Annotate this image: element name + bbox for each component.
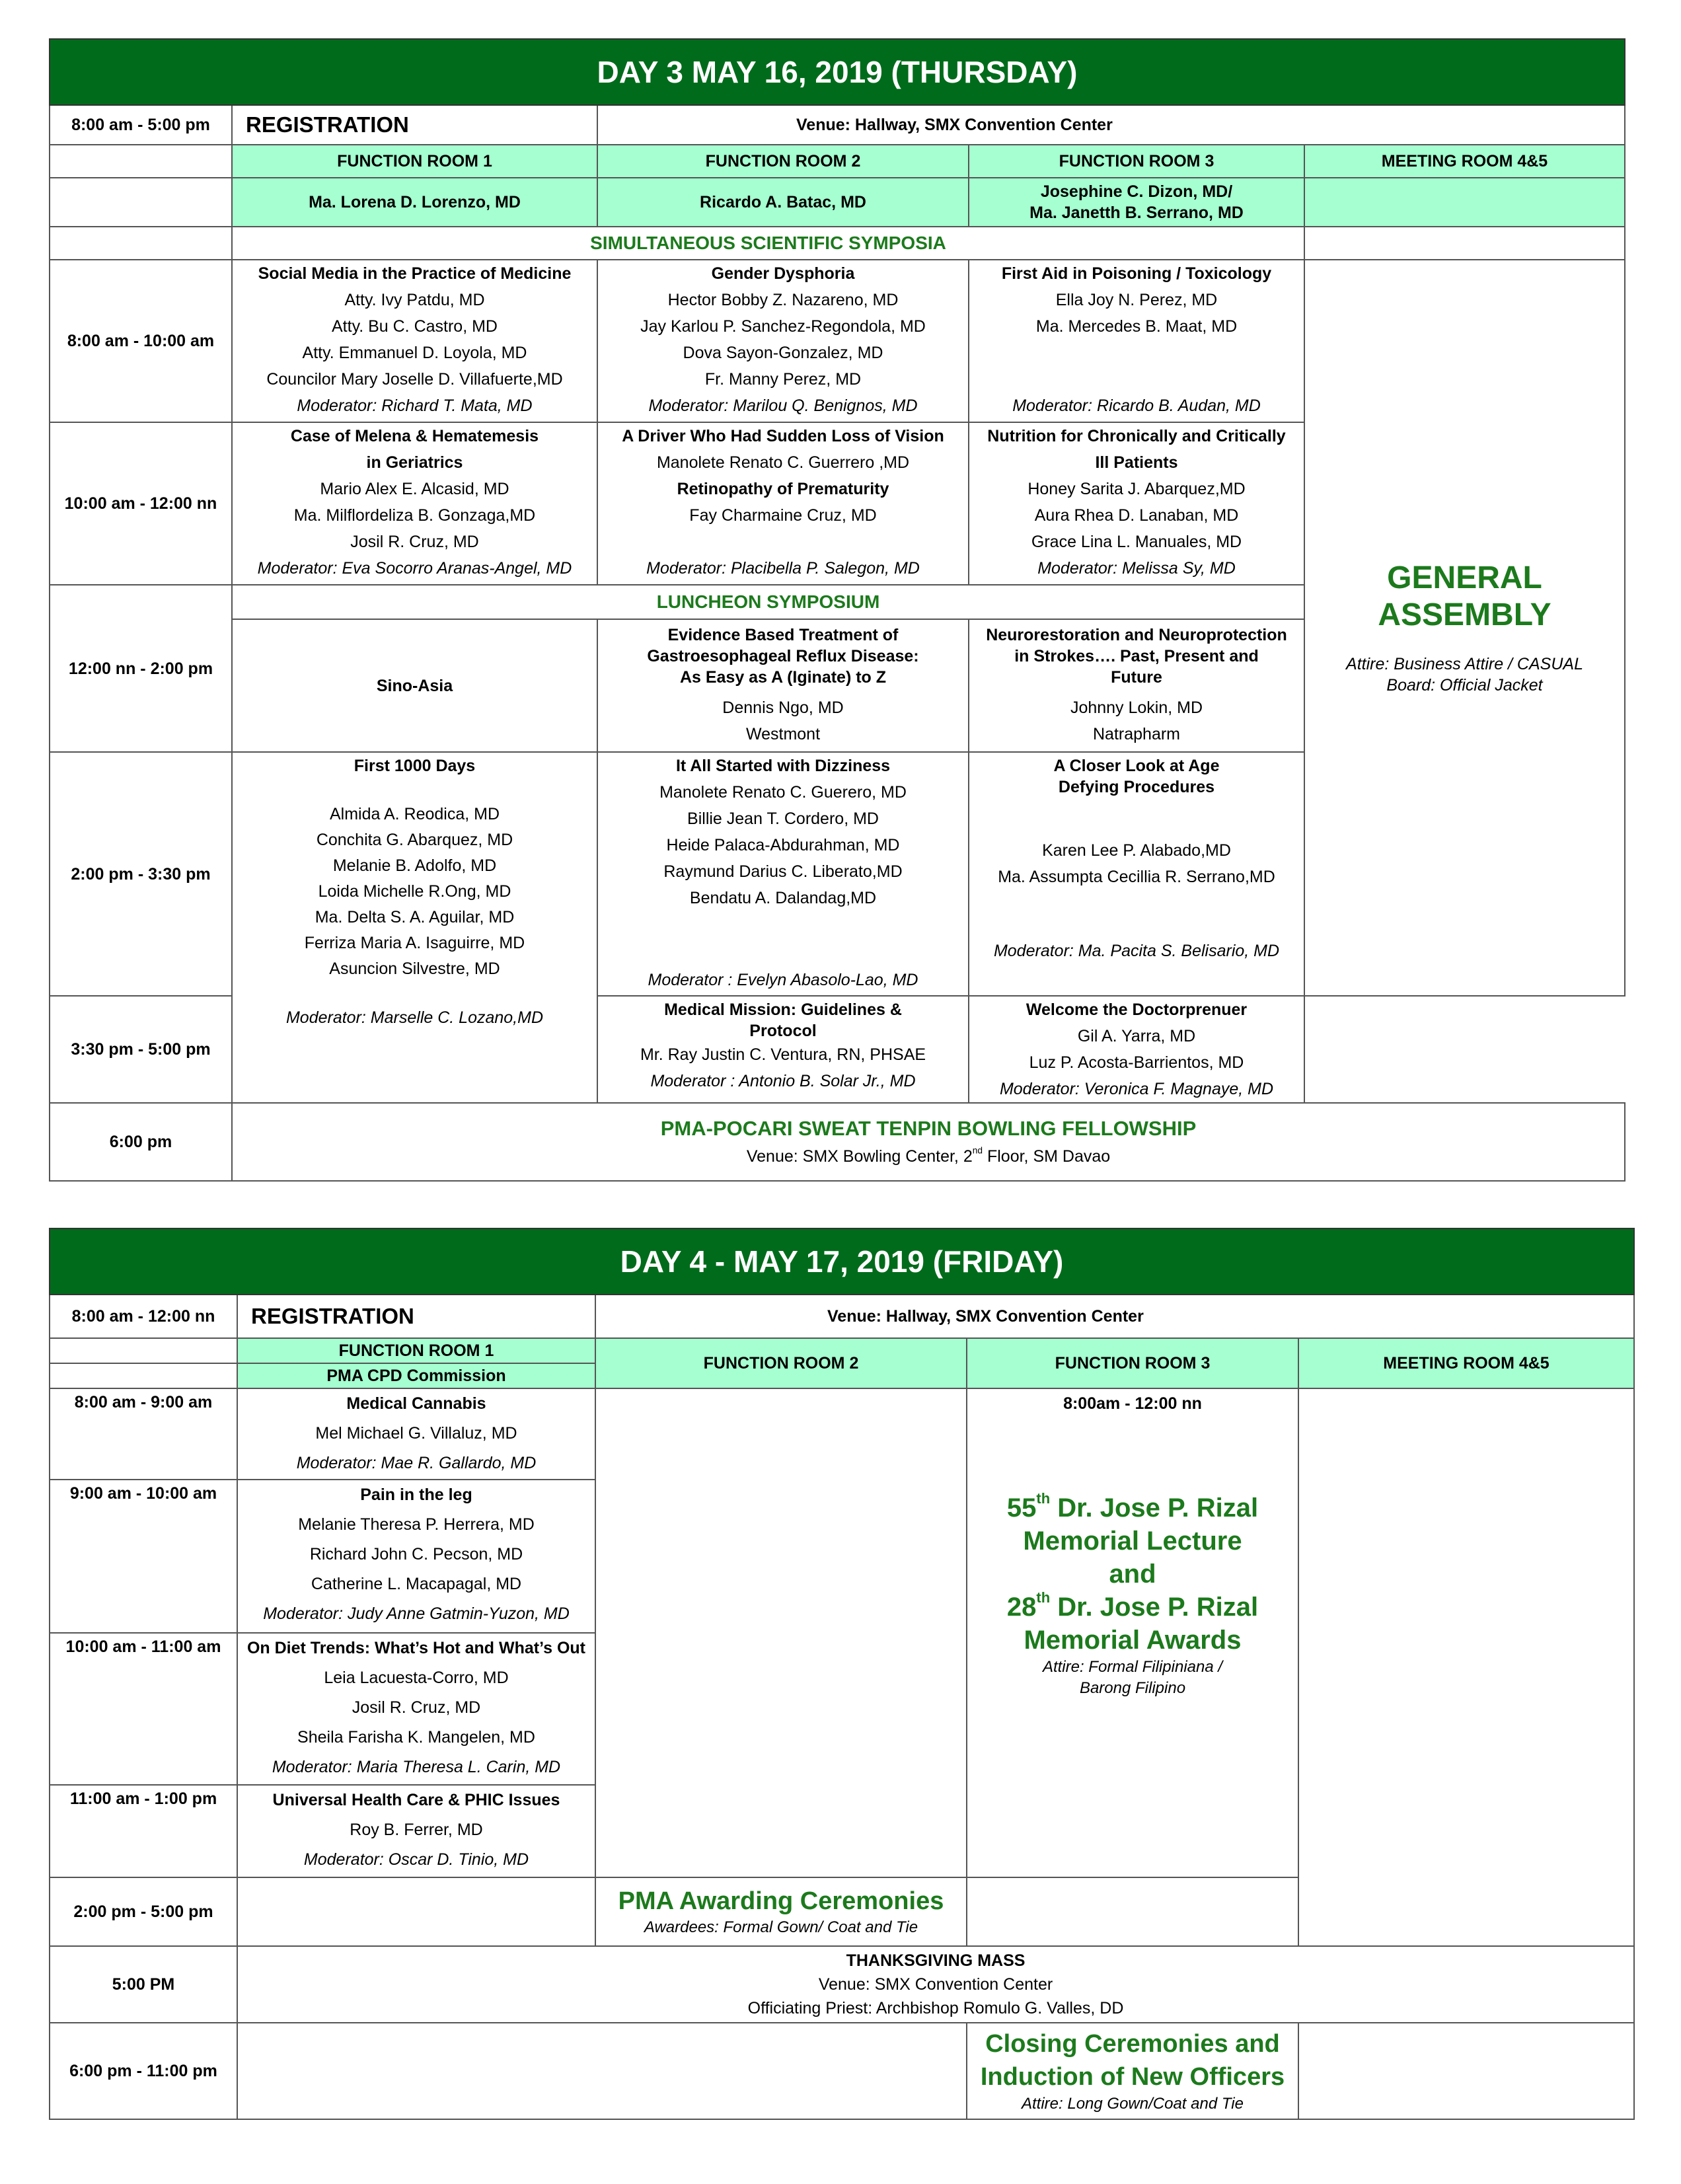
mass-title: THANKSGIVING MASS	[846, 1951, 1026, 1970]
time-cell: 6:00 pm	[50, 1103, 232, 1181]
session-title: Welcome the Doctorprenuer	[1026, 1000, 1248, 1019]
speaker: Fay Charmaine Cruz, MD	[689, 506, 877, 525]
moderator: Moderator: Maria Theresa L. Carin, MD	[272, 1758, 561, 1776]
moderator: Moderator: Ricardo B. Audan, MD	[1012, 396, 1261, 415]
attire-note: Attire: Business Attire / CASUAL	[1346, 655, 1583, 673]
spacer	[972, 688, 1301, 695]
speaker: Mel Michael G. Villaluz, MD	[315, 1424, 517, 1443]
time-cell: 8:00 am - 10:00 am	[50, 260, 232, 422]
session-title: First 1000 Days	[354, 757, 476, 775]
mass-priest	[241, 1996, 1631, 2020]
mass-cell	[237, 1946, 1634, 2023]
speaker: Josil R. Cruz, MD	[350, 533, 479, 551]
speaker: Loida Michelle R.Ong, MD	[318, 882, 511, 901]
day3-title: DAY 3 MAY 16, 2019 (THURSDAY)	[50, 39, 1625, 105]
priest-name: : Archbishop Romulo G. Valles, DD	[868, 1999, 1124, 2017]
attire-note: Awardees: Formal Gown/ Coat and Tie	[644, 1918, 918, 1936]
speaker: Josil R. Cruz, MD	[352, 1698, 481, 1717]
moderator: Moderator: Judy Anne Gatmin-Yuzon, MD	[263, 1604, 570, 1623]
session-cell	[237, 1785, 595, 1877]
rizal-text: Dr. Jose P. Rizal	[1050, 1593, 1259, 1622]
general-assembly-cell	[1304, 260, 1625, 996]
time-cell: 9:00 am - 10:00 am	[50, 1480, 237, 1633]
session-cell	[232, 422, 597, 585]
moderator: Moderator: Veronica F. Magnaye, MD	[999, 1080, 1274, 1098]
session-cell	[237, 1388, 595, 1480]
room2-empty	[595, 1388, 967, 1877]
session-cell	[597, 619, 969, 752]
speaker: Dennis Ngo, MD	[722, 698, 844, 717]
session-title: Universal Health Care & PHIC Issues	[272, 1791, 560, 1809]
time-cell: 2:00 pm - 5:00 pm	[50, 1877, 237, 1946]
room-header-4: MEETING ROOM 4&5	[1304, 145, 1625, 178]
moderator: Moderator: Eva Socorro Aranas-Angel, MD	[257, 559, 572, 578]
day4-schedule-table	[49, 1228, 1635, 2120]
session-title: Nutrition for Chronically and Critically	[987, 427, 1286, 445]
room-header-2: FUNCTION ROOM 2	[597, 145, 969, 178]
moderator: Moderator: Melissa Sy, MD	[1037, 559, 1236, 578]
session-cell	[597, 752, 969, 996]
speaker: Billie Jean T. Cordero, MD	[687, 810, 879, 828]
session-cell	[237, 1480, 595, 1633]
moderator: Moderator: Richard T. Mata, MD	[297, 396, 533, 415]
speaker: Conchita G. Abarquez, MD	[316, 831, 513, 849]
chair-room-4	[1304, 178, 1625, 227]
session-title: in Geriatrics	[366, 453, 463, 472]
sponsor: Westmont	[745, 724, 821, 743]
venue-text: Venue: SMX Bowling Center, 2	[746, 1147, 973, 1166]
rizal-line	[970, 1491, 1295, 1525]
session-title: Retinopathy of Prematurity	[677, 480, 889, 498]
spacer	[972, 340, 1301, 393]
speaker: Fr. Manny Perez, MD	[704, 370, 862, 389]
spacer	[235, 779, 594, 802]
moderator: Moderator: Placibella P. Salegon, MD	[646, 559, 920, 578]
symposia-title: SIMULTANEOUS SCIENTIFIC SYMPOSIA	[232, 227, 1304, 260]
session-title: Medical Mission: Guidelines &	[664, 1000, 902, 1019]
time-cell: 10:00 am - 11:00 am	[50, 1633, 237, 1785]
speaker: Mr. Ray Justin C. Ventura, RN, PHSAE	[640, 1045, 926, 1064]
moderator: Moderator : Evelyn Abasolo-Lao, MD	[648, 971, 918, 989]
session-title: It All Started with Dizziness	[675, 757, 891, 775]
meeting-room-empty	[1298, 1388, 1634, 1946]
room1-subheader: PMA CPD Commission	[237, 1363, 595, 1388]
room-header-4: MEETING ROOM 4&5	[1298, 1338, 1634, 1388]
session-title: Evidence Based Treatment of	[667, 625, 899, 644]
time-cell: 5:00 PM	[50, 1946, 237, 2023]
speaker: Sheila Farisha K. Mangelen, MD	[297, 1728, 535, 1747]
blank-cell	[1304, 227, 1625, 260]
session-cell	[969, 260, 1304, 422]
speaker: Catherine L. Macapagal, MD	[311, 1575, 522, 1593]
registration-label: REGISTRATION	[237, 1295, 595, 1338]
session-title: Case of Melena & Hematemesis	[290, 427, 539, 445]
session-cell	[237, 1633, 595, 1785]
rizal-cell	[967, 1388, 1298, 1877]
room-header-3: FUNCTION ROOM 3	[967, 1338, 1298, 1388]
session-title: Gastroesophageal Reflux Disease:	[647, 646, 919, 665]
room-header-3: FUNCTION ROOM 3	[969, 145, 1304, 178]
awarding-cell	[595, 1877, 967, 1946]
room-header-1: FUNCTION ROOM 1	[237, 1338, 595, 1363]
time-cell: 8:00 am - 9:00 am	[50, 1388, 237, 1480]
time-cell: 6:00 pm - 11:00 pm	[50, 2023, 237, 2119]
bowling-venue	[235, 1143, 1622, 1170]
speaker: Ma. Milflordeliza B. Gonzaga,MD	[293, 506, 536, 525]
speaker: Aura Rhea D. Lanaban, MD	[1034, 506, 1239, 525]
blank-cell	[50, 1338, 237, 1363]
blank-cell	[237, 2023, 967, 2119]
session-title: Gender Dysphoria	[711, 264, 855, 283]
speaker: Asuncion Silvestre, MD	[329, 960, 500, 978]
speaker: Roy B. Ferrer, MD	[350, 1821, 483, 1839]
time-cell: 10:00 am - 12:00 nn	[50, 422, 232, 585]
general-assembly-line: GENERAL	[1387, 560, 1542, 595]
speaker: Heide Palaca-Abdurahman, MD	[666, 836, 900, 854]
speaker: Johnny Lokin, MD	[1070, 698, 1203, 717]
time-cell: 2:00 pm - 3:30 pm	[50, 752, 232, 996]
blank-cell	[237, 1877, 595, 1946]
moderator: Moderator: Ma. Pacita S. Belisario, MD	[993, 942, 1280, 960]
blank-cell	[50, 178, 232, 227]
rizal-sup: th	[1036, 1589, 1051, 1606]
speaker: Atty. Emmanuel D. Loyola, MD	[302, 344, 527, 362]
speaker: Melanie Theresa P. Herrera, MD	[298, 1515, 535, 1534]
blank-cell	[50, 1363, 237, 1388]
day4-title: DAY 4 - MAY 17, 2019 (FRIDAY)	[50, 1228, 1634, 1295]
mass-venue: Venue: SMX Convention Center	[818, 1975, 1053, 1994]
session-cell	[597, 996, 969, 1103]
rizal-time: 8:00am - 12:00 nn	[1063, 1394, 1202, 1413]
speaker: Ma. Delta S. A. Aguilar, MD	[315, 908, 515, 926]
spacer	[972, 798, 1301, 837]
spacer	[601, 688, 965, 695]
session-title: First Aid in Poisoning / Toxicology	[1001, 264, 1272, 283]
speaker: Raymund Darius C. Liberato,MD	[663, 862, 903, 881]
day3-schedule-table	[49, 38, 1625, 1182]
spacer	[235, 982, 594, 1004]
attire-note: Attire: Long Gown/Coat and Tie	[1022, 2095, 1244, 2113]
rizal-line: Memorial Awards	[1024, 1626, 1242, 1655]
session-title: in Strokes…. Past, Present and	[1014, 646, 1259, 665]
speaker: Manolete Renato C. Guerrero ,MD	[656, 453, 910, 472]
speaker: Almida A. Reodica, MD	[329, 805, 500, 823]
session-title: Ill Patients	[1095, 453, 1178, 472]
moderator: Moderator: Marselle C. Lozano,MD	[285, 1008, 544, 1027]
moderator: Moderator: Mae R. Gallardo, MD	[296, 1454, 537, 1472]
time-cell: 8:00 am - 5:00 pm	[50, 105, 232, 145]
moderator: Moderator : Antonio B. Solar Jr., MD	[650, 1072, 916, 1090]
session-title: A Driver Who Had Sudden Loss of Vision	[622, 427, 944, 445]
speaker: Councilor Mary Joselle D. Villafuerte,MD	[266, 370, 563, 389]
chair-room-1: Ma. Lorena D. Lorenzo, MD	[232, 178, 597, 227]
speaker: Bendatu A. Dalandag,MD	[689, 889, 877, 907]
blank-cell	[1298, 2023, 1634, 2119]
speaker: Luz P. Acosta-Barrientos, MD	[1029, 1053, 1244, 1072]
session-title: Protocol	[749, 1022, 817, 1040]
spacer	[1308, 634, 1622, 654]
room-header-1: FUNCTION ROOM 1	[232, 145, 597, 178]
general-assembly-line: ASSEMBLY	[1378, 597, 1551, 632]
luncheon-sponsor-room-1: Sino-Asia	[232, 619, 597, 752]
sponsor: Natrapharm	[1093, 724, 1180, 743]
rizal-line: Memorial Lecture	[1023, 1526, 1242, 1556]
speaker: Ferriza Maria A. Isaguirre, MD	[304, 934, 525, 952]
spacer	[601, 911, 965, 967]
venue-sup: nd	[972, 1145, 983, 1156]
session-title: As Easy as A (Iginate) to Z	[679, 667, 887, 687]
time-cell: 12:00 nn - 2:00 pm	[50, 585, 232, 752]
speaker: Mario Alex E. Alcasid, MD	[320, 480, 509, 498]
speaker: Ella Joy N. Perez, MD	[1055, 291, 1218, 309]
time-cell: 3:30 pm - 5:00 pm	[50, 996, 232, 1103]
attire-note: Barong Filipino	[1079, 1679, 1186, 1697]
closing-cell	[967, 2023, 1298, 2119]
session-cell	[597, 422, 969, 585]
rizal-line: and	[1109, 1560, 1156, 1589]
session-cell	[969, 752, 1304, 996]
time-cell: 11:00 am - 1:00 pm	[50, 1785, 237, 1877]
spacer	[972, 890, 1301, 938]
registration-label: REGISTRATION	[232, 105, 597, 145]
blank-cell	[967, 1877, 1298, 1946]
venue-text: Floor, SM Davao	[983, 1147, 1111, 1166]
session-title: Future	[1111, 667, 1162, 687]
speaker: Gil A. Yarra, MD	[1077, 1027, 1196, 1045]
bowling-title: PMA-POCARI SWEAT TENPIN BOWLING FELLOWSHIP	[660, 1117, 1197, 1140]
moderator: Moderator: Marilou Q. Benignos, MD	[648, 396, 918, 415]
speaker: Honey Sarita J. Abarquez,MD	[1027, 480, 1246, 498]
session-cell	[969, 619, 1304, 752]
luncheon-title: LUNCHEON SYMPOSIUM	[232, 585, 1304, 619]
session-cell	[597, 260, 969, 422]
registration-venue: Venue: Hallway, SMX Convention Center	[597, 105, 1625, 145]
rizal-text: Dr. Jose P. Rizal	[1050, 1493, 1259, 1523]
moderator: Moderator: Oscar D. Tinio, MD	[303, 1850, 529, 1869]
speaker: Ma. Mercedes B. Maat, MD	[1035, 317, 1238, 336]
chair-room-2: Ricardo A. Batac, MD	[597, 178, 969, 227]
speaker: Manolete Renato C. Guerero, MD	[659, 783, 907, 802]
spacer	[970, 1419, 1295, 1491]
attire-note: Board: Official Jacket	[1386, 676, 1543, 695]
blank-cell	[50, 145, 232, 178]
session-title: Neurorestoration and Neuroprotection	[986, 625, 1287, 644]
session-cell	[232, 752, 597, 1103]
time-cell: 8:00 am - 12:00 nn	[50, 1295, 237, 1338]
attire-note: Attire: Formal Filipiniana /	[1042, 1658, 1223, 1676]
closing-line: Induction of New Officers	[980, 2063, 1285, 2091]
session-title: Pain in the leg	[360, 1486, 472, 1504]
priest-label: Officiating Priest	[747, 1999, 868, 2017]
chair-room-3	[969, 178, 1304, 227]
chair-line: Ma. Janetth B. Serrano, MD	[1029, 204, 1244, 222]
chair-line: Josephine C. Dizon, MD/	[1040, 182, 1233, 201]
speaker: Melanie B. Adolfo, MD	[332, 856, 497, 875]
session-title: Medical Cannabis	[346, 1394, 486, 1413]
speaker: Dova Sayon-Gonzalez, MD	[683, 344, 883, 362]
spacer	[601, 529, 965, 555]
speaker: Leia Lacuesta-Corro, MD	[324, 1669, 509, 1687]
speaker: Grace Lina L. Manuales, MD	[1031, 533, 1242, 551]
rizal-sup: th	[1036, 1490, 1051, 1507]
session-cell	[969, 996, 1304, 1103]
room-header-2: FUNCTION ROOM 2	[595, 1338, 967, 1388]
rizal-line	[970, 1591, 1295, 1624]
session-title: Defying Procedures	[1058, 778, 1215, 796]
bowling-cell	[232, 1103, 1625, 1181]
closing-line: Closing Ceremonies and	[985, 2030, 1280, 2058]
speaker: Jay Karlou P. Sanchez-Regondola, MD	[640, 317, 926, 336]
session-cell	[232, 260, 597, 422]
blank-cell	[50, 227, 232, 260]
registration-venue: Venue: Hallway, SMX Convention Center	[595, 1295, 1634, 1338]
speaker: Ma. Assumpta Cecillia R. Serrano,MD	[998, 868, 1275, 886]
speaker: Richard John C. Pecson, MD	[309, 1545, 523, 1563]
session-title: A Closer Look at Age	[1053, 757, 1220, 775]
speaker: Karen Lee P. Alabado,MD	[1042, 841, 1231, 860]
speaker: Atty. Bu C. Castro, MD	[332, 317, 498, 336]
rizal-text: 28	[1006, 1593, 1037, 1622]
rizal-text: 55	[1006, 1493, 1037, 1523]
session-title: On Diet Trends: What’s Hot and What’s Out	[246, 1639, 586, 1657]
speaker: Hector Bobby Z. Nazareno, MD	[667, 291, 899, 309]
speaker: Atty. Ivy Patdu, MD	[344, 291, 485, 309]
session-title: Social Media in the Practice of Medicine	[258, 264, 572, 283]
session-cell	[969, 422, 1304, 585]
awarding-title: PMA Awarding Ceremonies	[618, 1887, 944, 1915]
